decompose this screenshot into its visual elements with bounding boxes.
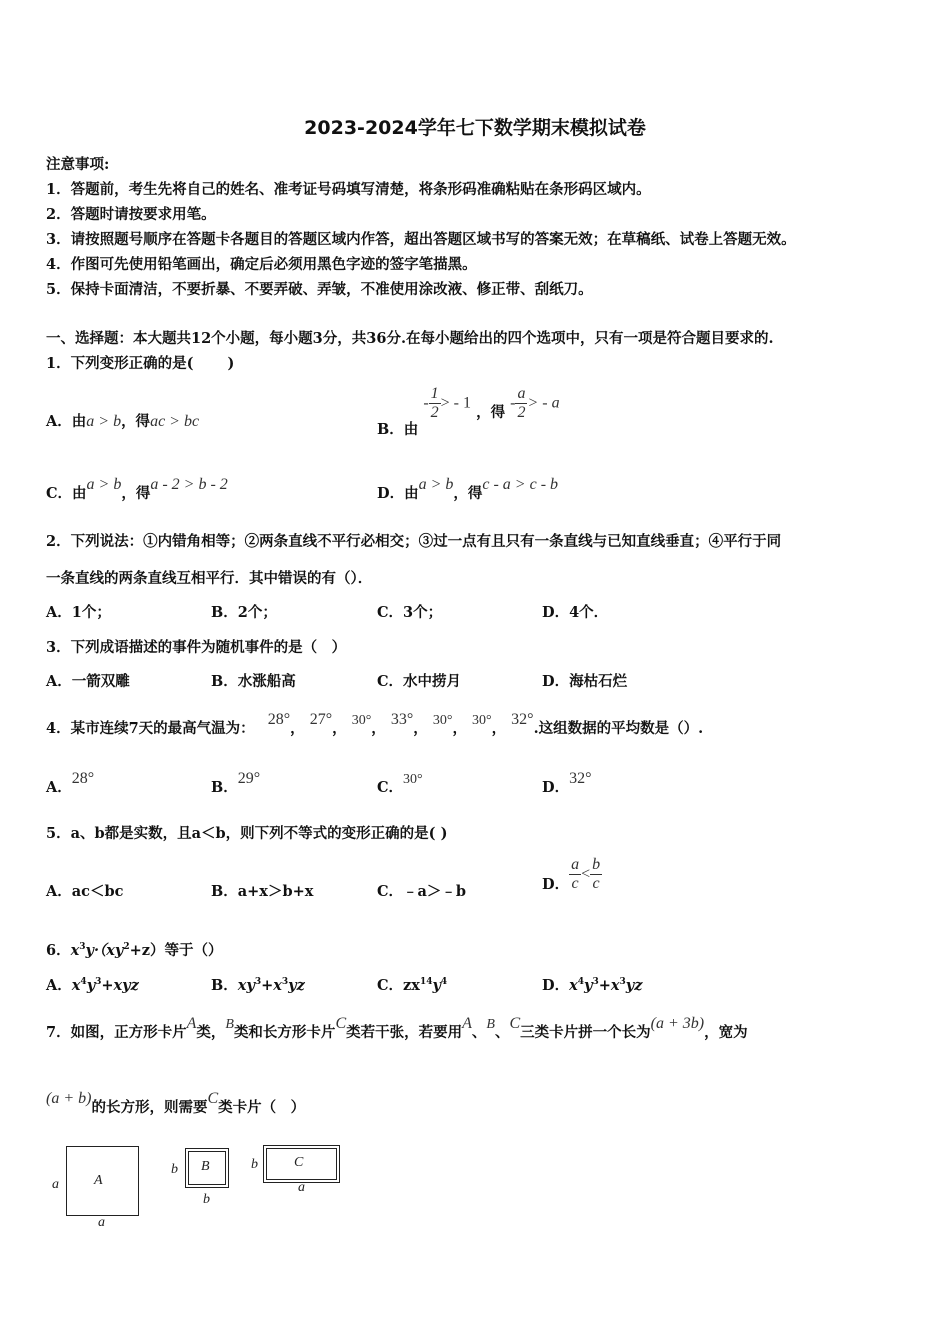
q1-option-d bbox=[377, 476, 559, 503]
option-label: C． bbox=[377, 779, 404, 796]
denominator: 2 bbox=[517, 404, 526, 421]
q7-text: ，宽为 bbox=[704, 1024, 748, 1041]
q1-option-c bbox=[46, 476, 228, 503]
q2-option-a: A．1个； bbox=[46, 604, 111, 621]
q4-stem-tail: .这组数据的平均数是（）. bbox=[533, 720, 704, 737]
q3-option-a: A．一箭双雕 bbox=[46, 673, 130, 690]
separator: ， bbox=[491, 720, 507, 737]
q7-text: 类若干张，若要用 bbox=[346, 1024, 463, 1041]
q5-option-b: B．a+x＞b+x bbox=[211, 883, 314, 900]
math-relation: > - a bbox=[527, 394, 560, 412]
q4-stem-text: 4．某市连续7天的最高气温为： bbox=[46, 720, 255, 737]
q4-temp: 27° bbox=[309, 711, 333, 728]
option-text: ，得 bbox=[453, 485, 483, 502]
separator: ， bbox=[332, 720, 347, 737]
notice-item: 3．请按照题号顺序在答题卡各题目的答题区域内作答，超出答题区域书写的答案无效；在草稿纸、试卷上答题无效。 bbox=[46, 231, 796, 248]
notice-heading: 注意事项: bbox=[46, 156, 110, 173]
option-value: 30° bbox=[403, 772, 423, 787]
option-label: A．由 bbox=[46, 413, 87, 430]
denominator: c bbox=[571, 875, 579, 892]
math-result: ac > bc bbox=[150, 413, 200, 430]
q3-option-c: C．水中捞月 bbox=[377, 673, 462, 690]
option-label: B．由 bbox=[377, 420, 419, 438]
card-b-side-label: b bbox=[171, 1162, 178, 1177]
term: y bbox=[86, 977, 96, 994]
q3-option-b: B．水涨船高 bbox=[211, 673, 296, 690]
q1-stem: 1．下列变形正确的是( ) bbox=[46, 355, 235, 372]
q4-temp: 28° bbox=[267, 711, 291, 728]
card-c-bottom-label: a bbox=[298, 1180, 305, 1195]
math-symbol: C bbox=[509, 1015, 521, 1032]
option-label: A． bbox=[46, 977, 72, 994]
exponent: 3 bbox=[619, 977, 626, 988]
math-symbol: A bbox=[186, 1015, 197, 1032]
exponent: 3 bbox=[281, 977, 289, 988]
separator: ， bbox=[371, 720, 386, 737]
q6-stem-tail: +z）等于（） bbox=[129, 942, 223, 959]
term: x bbox=[71, 977, 81, 994]
q4-option-d bbox=[542, 770, 592, 797]
q6-stem bbox=[46, 939, 222, 960]
math-symbol: B bbox=[225, 1017, 234, 1032]
q2-stem-line1: 2．下列说法：①内错角相等；②两条直线不平行必相交；③过一点有且只有一条直线与已知直线垂直；④平行于同 bbox=[46, 533, 782, 550]
math-expression: (a + b) bbox=[46, 1090, 92, 1107]
q4-stem bbox=[46, 711, 704, 738]
option-label: C． bbox=[377, 977, 404, 994]
q1-option-b bbox=[377, 385, 560, 438]
separator: ， bbox=[452, 720, 467, 737]
math-symbol: B bbox=[486, 1017, 495, 1032]
math-relation: < bbox=[581, 865, 591, 883]
term: y bbox=[584, 977, 593, 994]
q3-option-d: D．海枯石烂 bbox=[542, 673, 628, 690]
math-fraction bbox=[569, 856, 581, 893]
term: +xyz bbox=[101, 977, 139, 994]
numerator: a bbox=[571, 856, 580, 873]
exponent: 3 bbox=[254, 977, 262, 988]
separator: ， bbox=[290, 720, 305, 737]
numerator: 1 bbox=[430, 385, 439, 402]
denominator: c bbox=[592, 875, 600, 892]
q7-stem-line2 bbox=[46, 1090, 306, 1117]
q7-text: 三类卡片拼一个长为 bbox=[520, 1024, 651, 1041]
q7-text: 7．如图，正方形卡片 bbox=[46, 1024, 187, 1041]
math-expression: (a + 3b) bbox=[650, 1015, 705, 1032]
q7-text: 、 bbox=[471, 1024, 487, 1041]
notice-item: 1．答题前，考生先将自己的姓名、准考证号码填写清楚，将条形码准确粘贴在条形码区域内。 bbox=[46, 181, 651, 198]
exponent: 4 bbox=[440, 977, 448, 988]
math-relation: > - 1 bbox=[440, 394, 472, 412]
card-b-label: B bbox=[201, 1159, 210, 1174]
option-text: ，得 bbox=[476, 403, 506, 421]
math-symbol: A bbox=[462, 1015, 472, 1032]
option-value: 28° bbox=[71, 770, 95, 787]
option-label: D． bbox=[542, 779, 570, 796]
card-a-label: A bbox=[94, 1173, 103, 1188]
q6-option-a bbox=[46, 974, 139, 995]
q7-text: 类和长方形卡片 bbox=[233, 1024, 336, 1041]
numerator: b bbox=[592, 856, 601, 873]
section-heading: 一、选择题：本大题共12个小题，每小题3分，共36分.在每小题给出的四个选项中，只有一项是符合题目要求的. bbox=[46, 330, 774, 347]
exponent: 3 bbox=[95, 977, 102, 988]
q4-temp: 30° bbox=[432, 713, 453, 728]
q4-temp: 33° bbox=[390, 711, 414, 728]
term: +x bbox=[598, 977, 620, 994]
exponent: 4 bbox=[577, 977, 584, 988]
option-label: D．由 bbox=[377, 485, 419, 502]
notice-item: 5．保持卡面清洁，不要折暴、不要弄破、弄皱，不准使用涂改液、修正带、刮纸刀。 bbox=[46, 281, 593, 298]
math-sign: - bbox=[423, 394, 429, 412]
math-condition: a > b bbox=[418, 476, 454, 493]
q5-option-d bbox=[542, 856, 602, 893]
q6-option-d bbox=[542, 974, 642, 995]
q7-text: 类卡片（ ） bbox=[218, 1099, 306, 1116]
q4-temp: 30° bbox=[351, 713, 372, 728]
exponent: 4 bbox=[80, 977, 87, 988]
term: xy bbox=[237, 977, 255, 994]
math-result: a - 2 > b - 2 bbox=[150, 476, 228, 493]
term: zx bbox=[403, 977, 420, 994]
q2-option-b: B．2个； bbox=[211, 604, 277, 621]
q4-option-a bbox=[46, 770, 95, 797]
math-fraction bbox=[429, 385, 441, 422]
option-label: A． bbox=[46, 779, 72, 796]
q7-text: 、 bbox=[494, 1024, 510, 1041]
option-label: C．由 bbox=[46, 485, 87, 502]
term: yz bbox=[288, 977, 305, 994]
math-condition: a > b bbox=[86, 413, 122, 430]
q7-text: 类， bbox=[196, 1024, 226, 1041]
q2-option-c: C．3个； bbox=[377, 604, 443, 621]
q6-number: 6． bbox=[46, 942, 71, 959]
option-label: B． bbox=[211, 977, 238, 994]
q6-option-c bbox=[377, 974, 447, 995]
term: y·（xy bbox=[85, 942, 124, 959]
q4-temp: 30° bbox=[472, 713, 492, 728]
term: x bbox=[70, 942, 80, 959]
card-c-label: C bbox=[294, 1155, 304, 1170]
q1-option-a bbox=[46, 410, 199, 431]
math-symbol: C bbox=[335, 1015, 347, 1032]
option-text: ，得 bbox=[121, 413, 151, 430]
notice-item: 4．作图可先使用铅笔画出，确定后必须用黑色字迹的签字笔描黑。 bbox=[46, 256, 477, 273]
q5-option-a: A．ac＜bc bbox=[46, 883, 124, 900]
q5-stem: 5．a、b都是实数，且a＜b，则下列不等式的变形正确的是( ) bbox=[46, 825, 448, 842]
q3-stem: 3．下列成语描述的事件为随机事件的是（ ） bbox=[46, 639, 347, 656]
q4-temp: 32° bbox=[511, 711, 534, 728]
option-label: D． bbox=[542, 977, 570, 994]
exponent: 3 bbox=[79, 942, 86, 953]
math-sign: - bbox=[510, 394, 516, 412]
option-value: 29° bbox=[237, 770, 261, 787]
card-a-side-label: a bbox=[52, 1177, 59, 1192]
term: +x bbox=[261, 977, 282, 994]
term: yz bbox=[625, 977, 643, 994]
card-b-bottom-label: b bbox=[203, 1192, 210, 1207]
q6-option-b bbox=[211, 974, 305, 995]
q2-stem-line2: 一条直线的两条直线互相平行．其中错误的有（）． bbox=[46, 570, 373, 587]
q4-option-c bbox=[377, 772, 423, 797]
term: x bbox=[569, 977, 578, 994]
math-fraction bbox=[590, 856, 602, 893]
exponent: 14 bbox=[419, 977, 433, 988]
denominator: 2 bbox=[430, 404, 439, 421]
option-label: D． bbox=[542, 875, 570, 893]
option-value: 32° bbox=[569, 770, 592, 787]
option-text: ，得 bbox=[121, 485, 151, 502]
q7-stem-line1 bbox=[46, 1015, 748, 1042]
math-result: c - a > c - b bbox=[482, 476, 559, 493]
exponent: 3 bbox=[592, 977, 599, 988]
numerator: a bbox=[517, 385, 526, 402]
option-label: B． bbox=[211, 779, 238, 796]
q2-option-d: D．4个． bbox=[542, 604, 609, 621]
math-fraction bbox=[515, 385, 527, 422]
q5-option-c: C．﹣a＞﹣b bbox=[377, 883, 467, 900]
math-condition: a > b bbox=[86, 476, 122, 493]
math-symbol: C bbox=[207, 1090, 219, 1107]
card-c-side-label: b bbox=[251, 1157, 258, 1172]
q4-option-b bbox=[211, 770, 261, 797]
exponent: 2 bbox=[123, 942, 130, 953]
card-a-bottom-label: a bbox=[98, 1215, 105, 1230]
page-title: 2023-2024学年七下数学期末模拟试卷 bbox=[304, 117, 646, 139]
term: y bbox=[432, 977, 441, 994]
q7-text: 的长方形，则需要 bbox=[91, 1099, 208, 1116]
separator: ， bbox=[413, 720, 428, 737]
notice-item: 2．答题时请按要求用笔。 bbox=[46, 206, 216, 223]
